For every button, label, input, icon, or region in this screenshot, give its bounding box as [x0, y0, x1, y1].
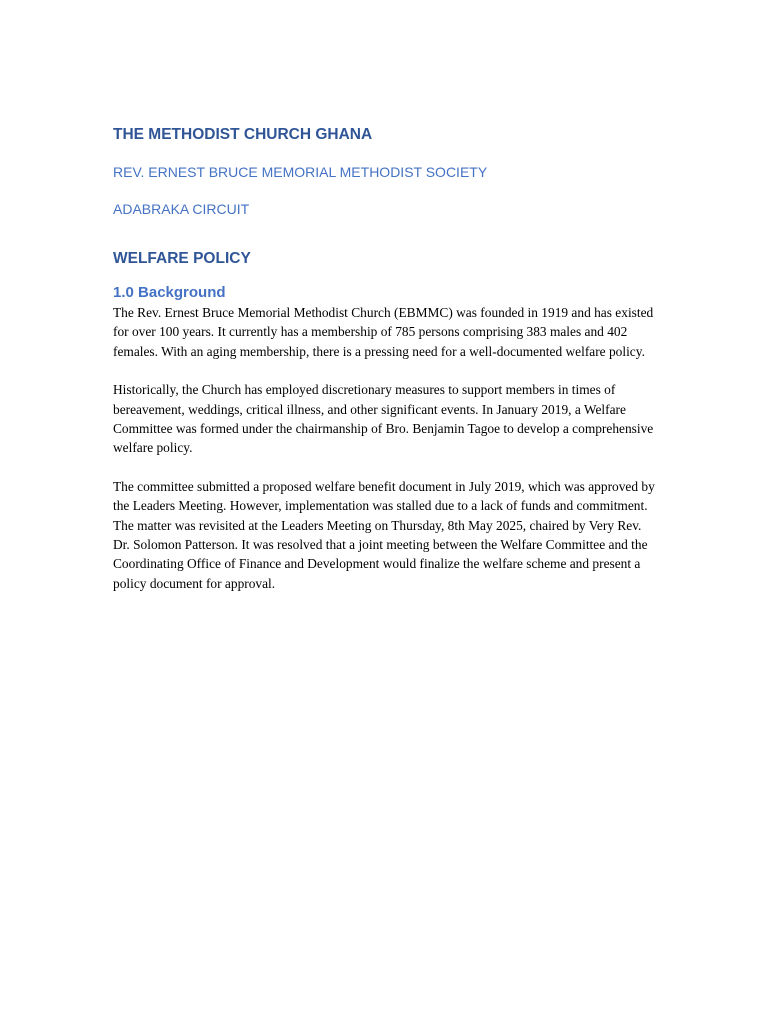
document-content [113, 124, 658, 593]
background-paragraph-1: The Rev. Ernest Bruce Memorial Methodist Church (EBMMC) was founded in 1919 and has existed for over 100 years. It currently has a membership of 785 persons comprising 383 males and 402 females. With an aging membership, there is a pressing need for a well-documented welfare policy. [113, 305, 654, 359]
circuit-name-heading: ADABRAKA CIRCUIT [113, 201, 250, 217]
org-name-heading: THE METHODIST CHURCH GHANA [113, 126, 373, 143]
society-name-heading: REV. ERNEST BRUCE MEMORIAL METHODIST SOCIETY [113, 164, 488, 180]
background-paragraph-2: Historically, the Church has employed discretionary measures to support members in times of bereavement, weddings, critical illness, and other significant events. In January 2019, a Welfare Committee was formed under the chairmanship of Bro. Benjamin Tagoe to develop a comprehensive welfare policy. [113, 382, 654, 456]
background-paragraph-3: The committee submitted a proposed welfare benefit document in July 2019, which was approved by the Leaders Meeting. However, implementation was stalled due to a lack of funds and commitment. The matter was revisited at the Leaders Meeting on Thursday, 8th May 2025, chaired by Very Rev. Dr. Solomon Patterson. It was resolved that a joint meeting between the Welfare Committee and the Coordinating Office of Finance and Development would finalize the welfare scheme and present a policy document for approval. [113, 478, 655, 591]
policy-title-heading: WELFARE POLICY [113, 250, 251, 267]
section-heading-background: 1.0 Background [113, 284, 226, 301]
